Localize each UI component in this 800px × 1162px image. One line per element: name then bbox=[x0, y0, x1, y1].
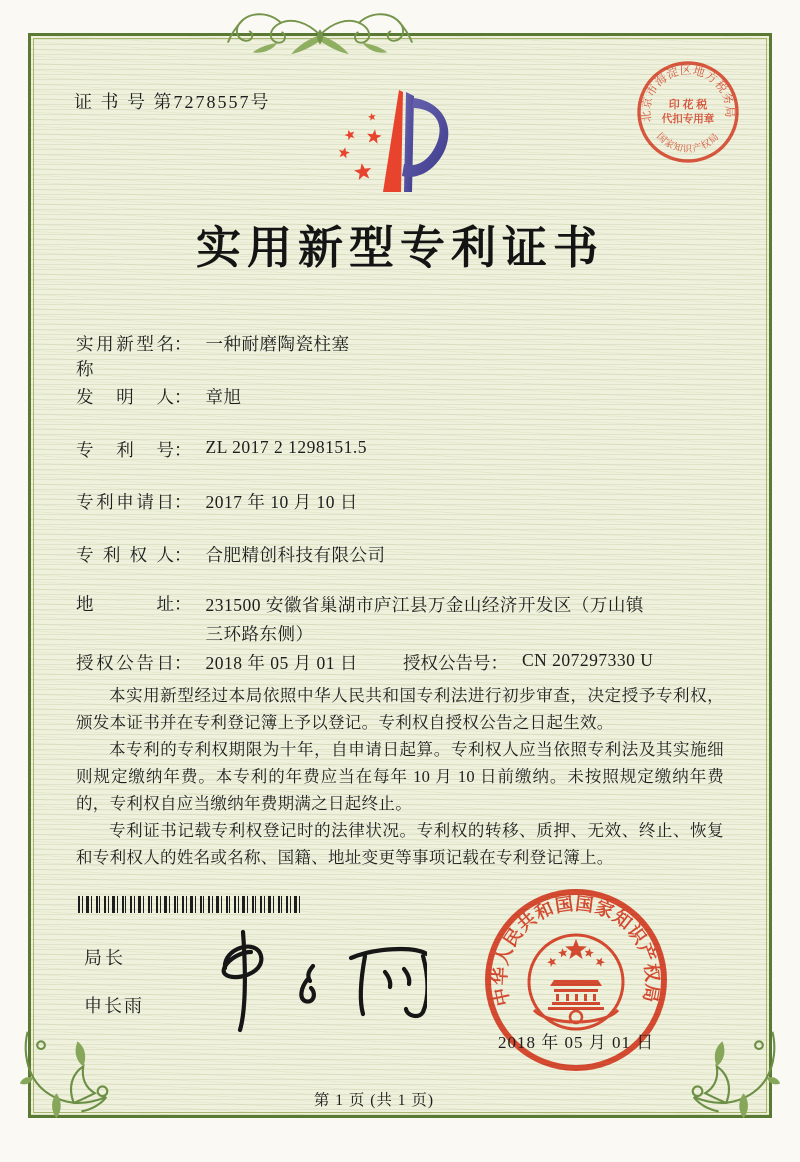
colon: ： bbox=[490, 653, 508, 673]
legal-paragraph: 本专利的专利权期限为十年，自申请日起算。专利权人应当依照专利法及其实施细则规定缴纳年费。本专利的年费应当在每年 10 月 10 日前缴纳。未按照规定缴纳年费的，专利权自应当缴纳年费期满之日起终止。 bbox=[76, 740, 724, 813]
field-label: 实用新型名称 bbox=[76, 334, 174, 379]
field-label: 授权公告号 bbox=[403, 653, 491, 673]
national-emblem bbox=[529, 935, 623, 1029]
page-number: 第 1 页 (共 1 页) bbox=[313, 1092, 435, 1109]
legal-paragraph: 专利证书记载专利权登记时的法律状况。专利权的转移、质押、无效、终止、恢复和专利权人的姓名或名称、国籍、地址变更等事项记载在专利登记簿上。 bbox=[76, 821, 724, 867]
tax-stamp-arc-bottom: 国家知识产权局 bbox=[654, 131, 722, 155]
field-label: 专利申请日 bbox=[76, 492, 174, 512]
top-border-flourish bbox=[222, 10, 418, 58]
tax-stamp-center-line1: 印 花 税 bbox=[668, 99, 708, 111]
field-value: 章旭 bbox=[205, 387, 242, 407]
field-label: 地址 bbox=[76, 594, 174, 614]
colon: ： bbox=[174, 545, 192, 565]
field-label: 授权公告日 bbox=[76, 653, 174, 673]
commissioner-handwritten-signature bbox=[195, 924, 427, 1036]
certificate-title: 实用新型专利证书 bbox=[195, 223, 604, 273]
field-value: ZL 2017 2 1298151.5 bbox=[205, 437, 367, 457]
field-row-patentee bbox=[76, 542, 724, 567]
field-value: 2017 年 10 月 10 日 bbox=[205, 492, 358, 512]
commissioner-role-label: 局长 bbox=[84, 948, 126, 968]
seal-ring-text: 中华人民共和国国家知识产权局 bbox=[489, 893, 663, 1008]
field-row-address bbox=[76, 591, 724, 649]
logo-stars bbox=[337, 112, 382, 180]
grant-number-group bbox=[403, 650, 653, 675]
field-value: 231500 安徽省巢湖市庐江县万金山经济开发区（万山镇三环路东侧） bbox=[205, 595, 644, 644]
colon: ： bbox=[174, 594, 192, 614]
tax-stamp-arc-top: 北京市海淀区地方税务局 bbox=[640, 64, 736, 123]
field-value: 2018 年 05 月 01 日 bbox=[205, 653, 358, 673]
field-row-inventor bbox=[76, 384, 724, 409]
field-label: 专利权人 bbox=[76, 545, 174, 565]
colon: ： bbox=[174, 387, 192, 407]
legal-paragraph: 本实用新型经过本局依照中华人民共和国专利法进行初步审查，决定授予专利权，颁发本证书并在专利登记簿上予以登记。专利权自授权公告之日起生效。 bbox=[76, 686, 724, 732]
field-row-patent-number bbox=[76, 437, 724, 462]
field-row-filing-date bbox=[76, 489, 724, 514]
svg-text:国家知识产权局 bbox=[654, 131, 722, 155]
colon: ： bbox=[174, 492, 192, 512]
commissioner-name: 申长雨 bbox=[84, 996, 144, 1016]
field-value: 一种耐磨陶瓷柱塞 bbox=[205, 334, 350, 354]
colon: ： bbox=[174, 653, 192, 673]
field-value: CN 207297330 U bbox=[522, 650, 654, 670]
cnipa-logo bbox=[330, 82, 460, 198]
logo-red-wedge bbox=[383, 90, 403, 192]
legal-text-block bbox=[76, 682, 724, 871]
colon: ： bbox=[174, 334, 192, 354]
tax-stamp-center-line2: 代扣专用章 bbox=[661, 114, 715, 125]
field-label: 专利号 bbox=[76, 440, 174, 460]
field-label: 发明人 bbox=[76, 387, 174, 407]
tax-stamp bbox=[636, 60, 740, 164]
seal-date: 2018 年 05 月 01 日 bbox=[498, 1033, 655, 1052]
field-row-grant bbox=[76, 650, 724, 675]
field-row-name bbox=[76, 331, 724, 381]
barcode bbox=[78, 896, 302, 913]
colon: ： bbox=[174, 440, 192, 460]
certificate-number: 证 书 号 第7278557号 bbox=[74, 92, 271, 112]
field-value: 合肥精创科技有限公司 bbox=[205, 545, 386, 565]
